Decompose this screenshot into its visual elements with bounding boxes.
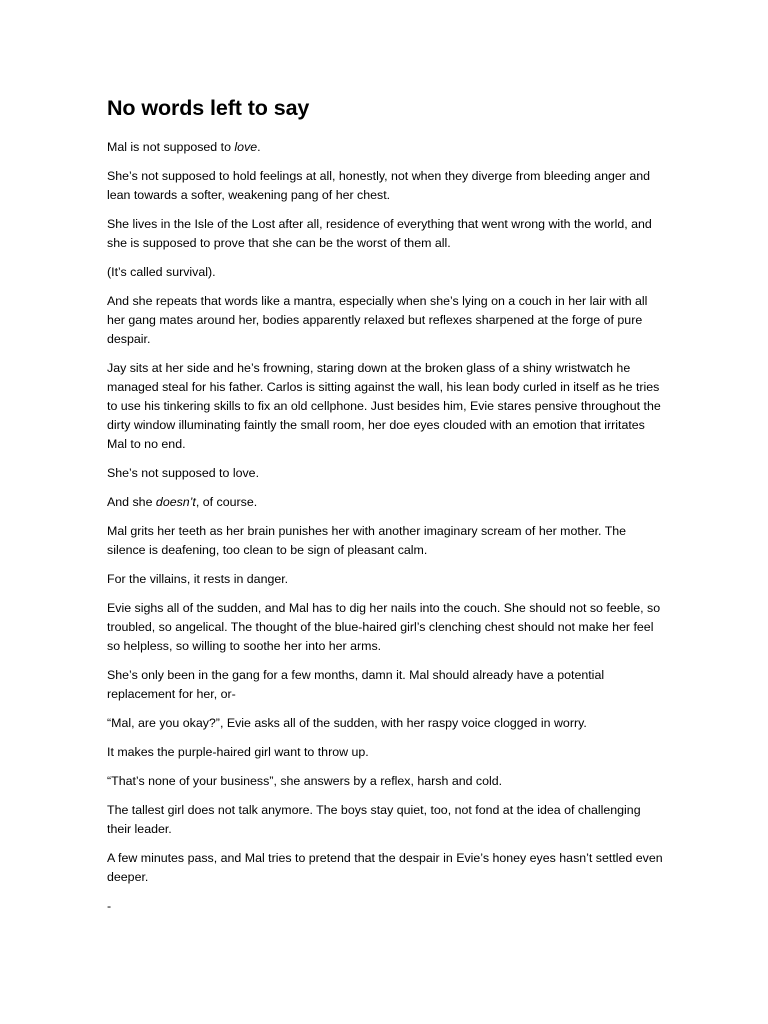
- text-run: , of course.: [195, 495, 258, 509]
- paragraph: [107, 897, 663, 916]
- paragraph: [107, 464, 663, 483]
- paragraph: [107, 570, 663, 589]
- text-run: For the villains, it rests in danger.: [107, 572, 289, 586]
- paragraph: [107, 263, 663, 282]
- text-run: It makes the purple-haired girl want to throw up.: [107, 745, 369, 759]
- text-run: “That’s none of your business”, she answers by a reflex, harsh and cold.: [107, 774, 503, 788]
- italic-text-run: doesn’t: [155, 495, 196, 509]
- text-run: Jay sits at her side and he’s frowning, staring down at the broken glass of a shiny wristwatch he managed steal for his father. Carlos is sitting against the wall, his lean body curled in itself as he tries to use his tinkering skills to fix an old cellphone. Just besides him, Evie stares pensive throughout the dirty window illuminating faintly the small room, her doe eyes clouded with an emotion that irritates Mal to no end.: [107, 361, 661, 451]
- document-body: [107, 138, 663, 916]
- text-run: She’s not supposed to hold feelings at all, honestly, not when they diverge from bleeding anger and lean towards a softer, weakening pang of her chest.: [107, 169, 651, 202]
- text-run: And she repeats that words like a mantra, especially when she’s lying on a couch in her lair with all her gang mates around her, bodies apparently relaxed but reflexes sharpened at the forge of pure despair.: [107, 294, 648, 346]
- document-title: No words left to say: [107, 96, 310, 120]
- text-run: Evie sighs all of the sudden, and Mal has to dig her nails into the couch. She should not so feeble, so troubled, so angelical. The thought of the blue-haired girl’s clenching chest should not make her feel so helpless, so willing to soothe her into her arms.: [107, 601, 661, 653]
- text-run: “Mal, are you okay?”, Evie asks all of the sudden, with her raspy voice clogged in worry.: [107, 716, 587, 730]
- text-run: Mal grits her teeth as her brain punishes her with another imaginary scream of her mother. The silence is deafening, too clean to be sign of pleasant calm.: [107, 524, 627, 557]
- text-run: And she: [107, 495, 156, 509]
- text-run: (It’s called survival).: [107, 265, 216, 279]
- text-run: A few minutes pass, and Mal tries to pretend that the despair in Evie’s honey eyes hasn’t settled even deeper.: [107, 851, 663, 884]
- text-run: .: [257, 140, 261, 154]
- paragraph: [107, 599, 663, 656]
- paragraph: [107, 292, 663, 349]
- text-run: She’s only been in the gang for a few months, damn it. Mal should already have a potential replacement for her, or-: [107, 668, 605, 701]
- paragraph: [107, 138, 663, 157]
- text-run: -: [107, 899, 112, 913]
- paragraph: [107, 772, 663, 791]
- paragraph: [107, 167, 663, 205]
- paragraph: [107, 666, 663, 704]
- paragraph: [107, 522, 663, 560]
- paragraph: [107, 801, 663, 839]
- paragraph: [107, 743, 663, 762]
- paragraph: [107, 215, 663, 253]
- document-page: [107, 92, 663, 926]
- paragraph: [107, 493, 663, 512]
- text-run: She lives in the Isle of the Lost after all, residence of everything that went wrong with the world, and she is supposed to prove that she can be the worst of them all.: [107, 217, 652, 250]
- text-run: The tallest girl does not talk anymore. The boys stay quiet, too, not fond at the idea of challenging their leader.: [107, 803, 641, 836]
- paragraph: [107, 849, 663, 887]
- text-run: Mal is not supposed to: [107, 140, 235, 154]
- paragraph: [107, 714, 663, 733]
- paragraph: [107, 359, 663, 454]
- italic-text-run: love: [234, 140, 258, 154]
- text-run: She’s not supposed to love.: [107, 466, 260, 480]
